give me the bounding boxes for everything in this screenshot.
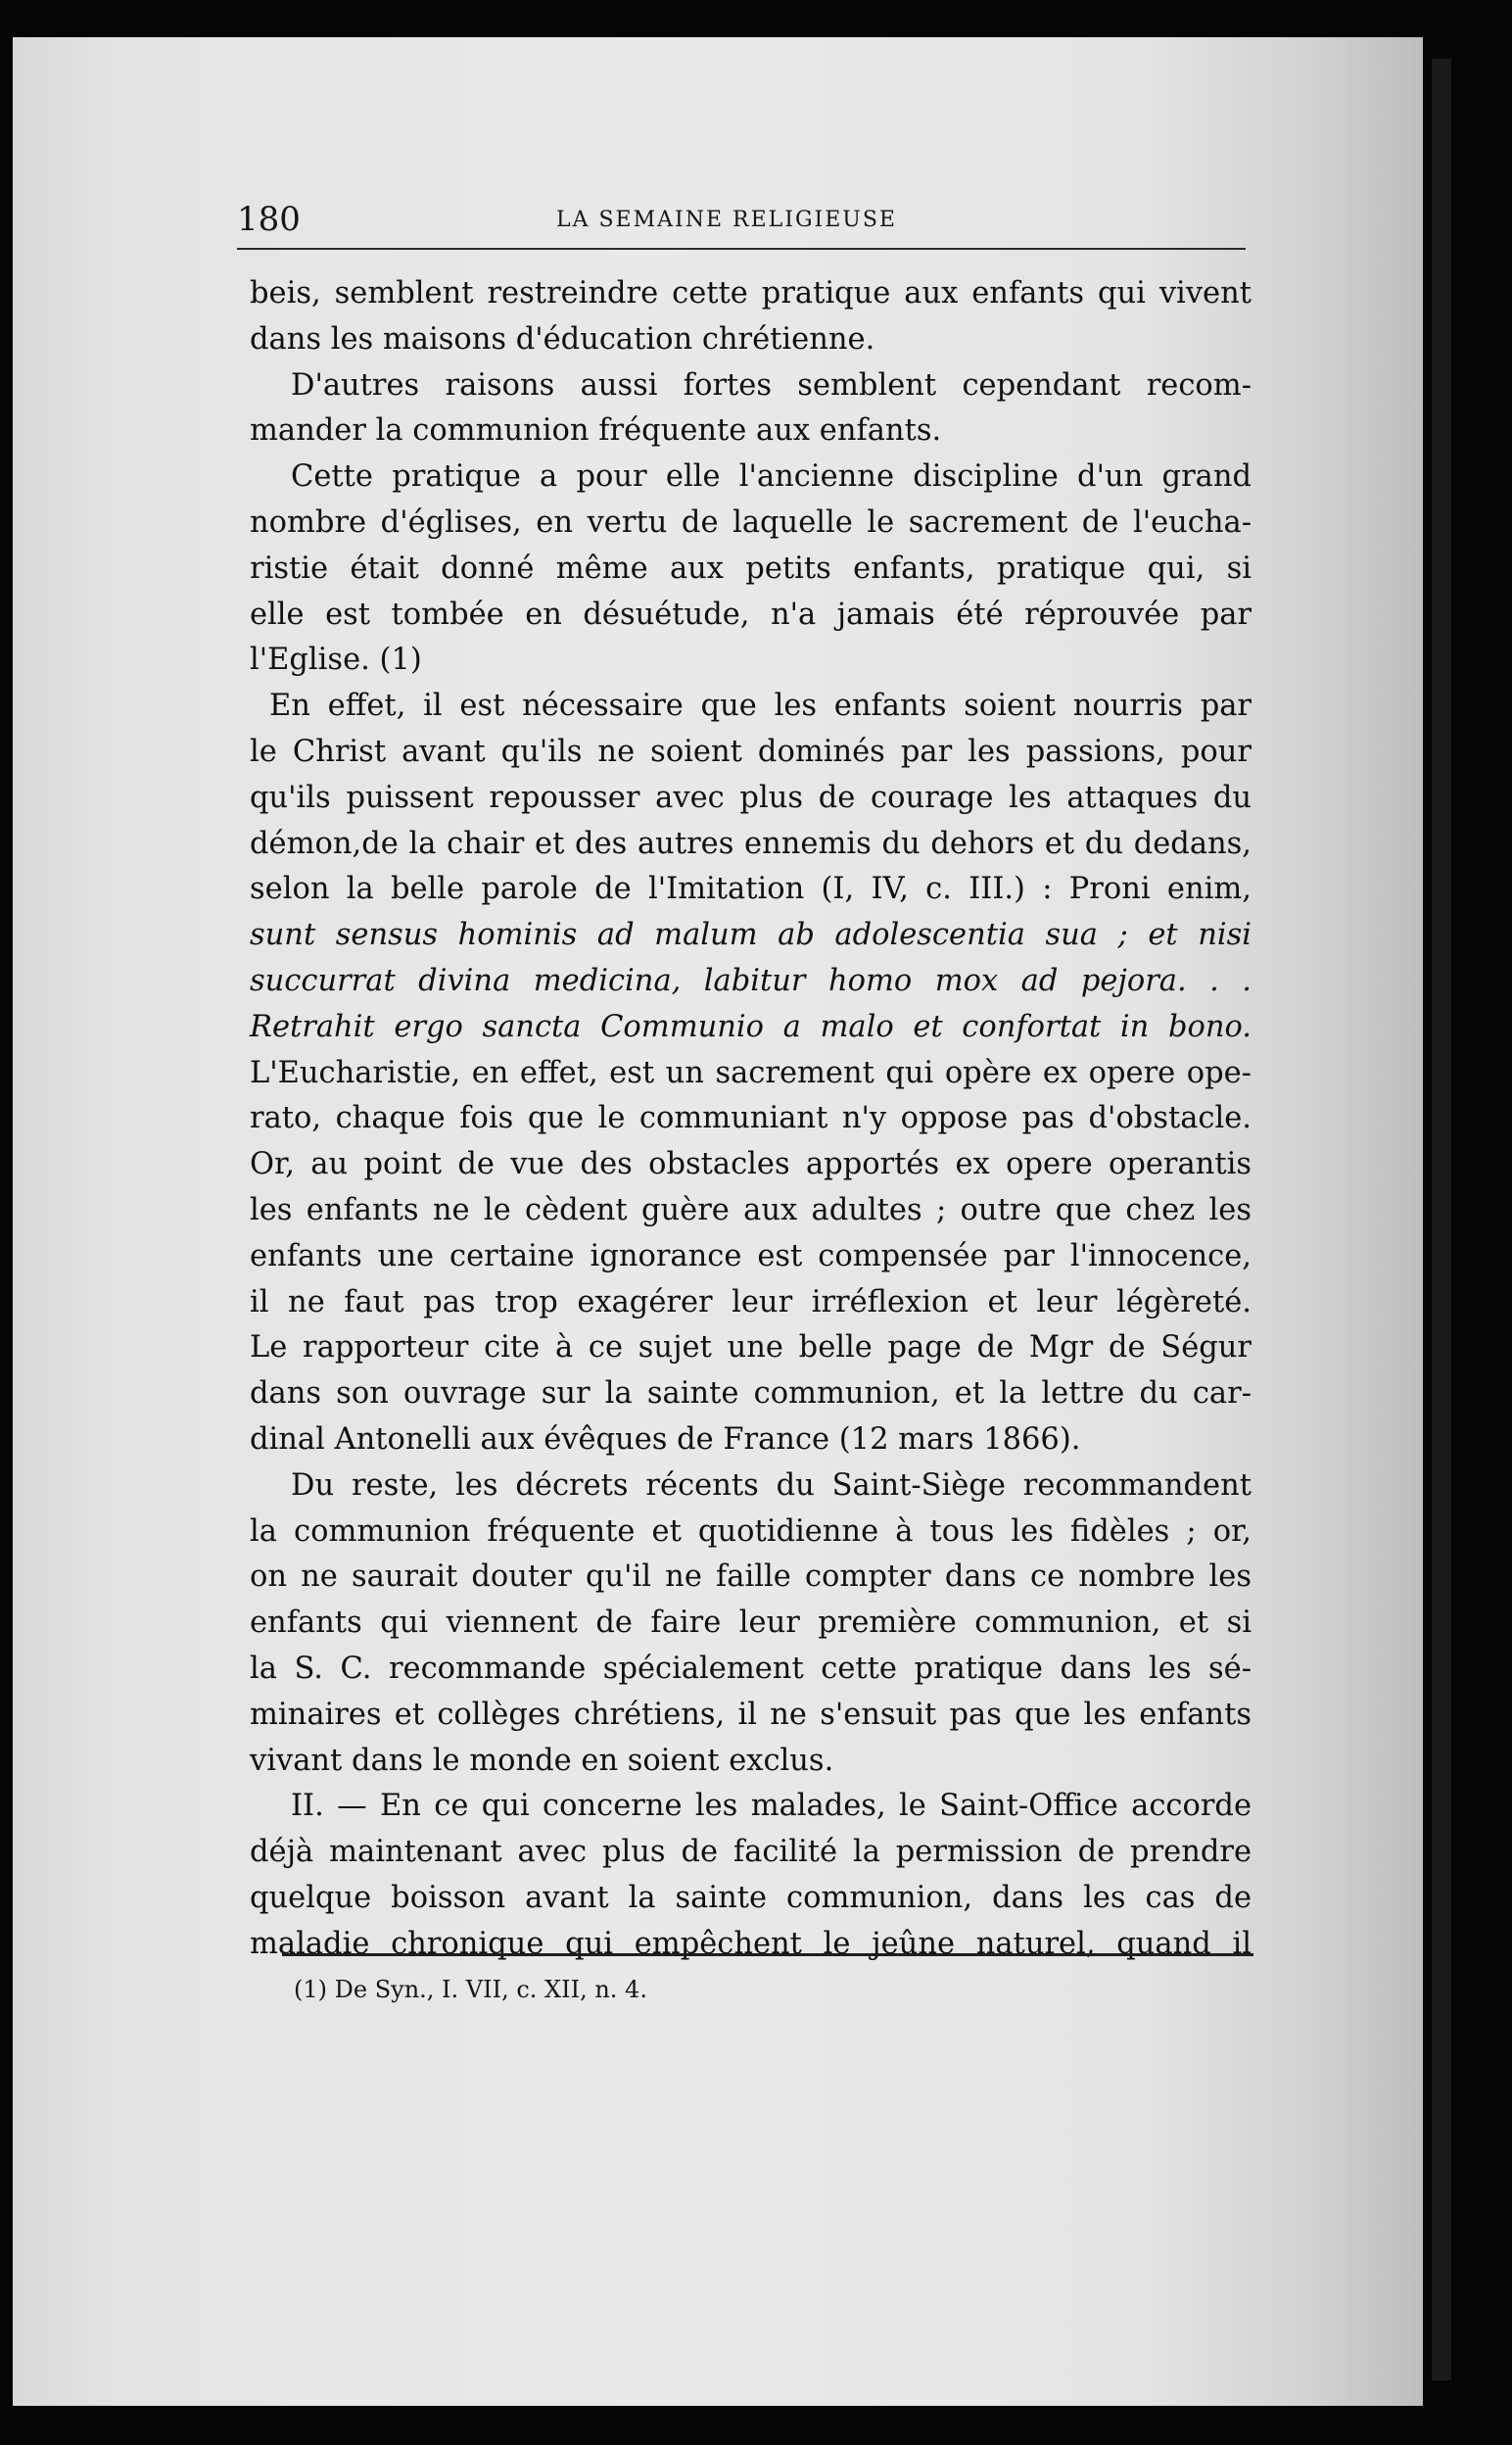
text-line: Or, au point de vue des obstacles apportés ex opere operantis [250,1147,1252,1182]
footnote-rule [282,1953,1253,1956]
text-line: Du reste, les décrets récents du Saint-Siège recommandent [291,1467,1252,1503]
text-line: démon,de la chair et des autres ennemis du dehors et du dedans, [250,826,1252,861]
text-line: En effet, il est nécessaire que les enfants soient nourris par [269,689,1252,724]
text-line: selon la belle parole de l'Imitation (I, IV, c. III.) : Proni enim, [250,872,1252,907]
text-line: vivant dans le monde en soient exclus. [250,1743,834,1778]
text-line: la communion fréquente et quotidienne à tous les fidèles ; or, [250,1513,1252,1549]
text-line: Retrahit ergo sancta Communio a malo et confortat in bono. [250,1009,1252,1044]
text-line: le Christ avant qu'ils ne soient dominés par les passions, pour [250,734,1252,769]
text-line: beis, semblent restreindre cette pratique aux enfants qui vivent [250,276,1252,311]
page-header [237,196,1246,245]
text-line: dans son ouvrage sur la sainte communion, et la lettre du car- [250,1376,1252,1412]
page-number: 180 [237,200,301,239]
running-title: LA SEMAINE RELIGIEUSE [556,208,897,232]
text-line: dans les maisons d'éducation chrétienne. [250,321,875,357]
text-line: qu'ils puissent repousser avec plus de courage les attaques du [250,780,1252,815]
text-line: déjà maintenant avec plus de facilité la permission de prendre [250,1835,1252,1870]
text-line: minaires et collèges chrétiens, il ne s'ensuit pas que les enfants [250,1697,1252,1732]
text-line: les enfants ne le cèdent guère aux adultes ; outre que chez les [250,1192,1252,1227]
text-line: dinal Antonelli aux évêques de France (12 mars 1866). [250,1421,1081,1457]
text-line: sunt sensus hominis ad malum ab adolescentia sua ; et nisi [250,918,1252,953]
text-line: D'autres raisons aussi fortes semblent cependant recom- [291,367,1252,403]
text-line: ristie était donné même aux petits enfants, pratique qui, si [250,551,1252,586]
text-line: il ne faut pas trop exagérer leur irréflexion et leur légèreté. [250,1284,1252,1319]
text-line: elle est tombée en désuétude, n'a jamais été réprouvée par [250,597,1252,632]
text-line: enfants une certaine ignorance est compensée par l'innocence, [250,1238,1252,1273]
text-line: L'Eucharistie, en effet, est un sacrement qui opère ex opere ope- [250,1055,1252,1090]
text-line: rato, chaque fois que le communiant n'y oppose pas d'obstacle. [250,1101,1252,1136]
footnote: (1) De Syn., I. VII, c. XII, n. 4. [294,1976,647,2003]
text-line: nombre d'églises, en vertu de laquelle le sacrement de l'eucha- [250,504,1252,540]
text-line: II. — En ce qui concerne les malades, le Saint-Office accorde [291,1789,1252,1824]
text-line: on ne saurait douter qu'il ne faille compter dans ce nombre les [250,1559,1252,1595]
text-line: Le rapporteur cite à ce sujet une belle page de Mgr de Ségur [250,1330,1252,1366]
text-line: mander la communion fréquente aux enfants. [250,413,942,449]
body-text [250,271,1252,1967]
text-line: l'Eglise. (1) [250,643,422,678]
text-line: maladie chronique qui empêchent le jeûne naturel, quand il [250,1926,1252,1961]
text-line: Cette pratique a pour elle l'ancienne discipline d'un grand [291,459,1252,495]
text-line: la S. C. recommande spécialement cette pratique dans les sé- [250,1651,1252,1686]
page-edge-shadow [1432,59,1451,2380]
text-line: enfants qui viennent de faire leur première communion, et si [250,1606,1252,1641]
header-rule [237,248,1246,250]
text-line: quelque boisson avant la sainte communion, dans les cas de [250,1880,1252,1915]
text-line: succurrat divina medicina, labitur homo mox ad pejora. . . [250,963,1252,998]
